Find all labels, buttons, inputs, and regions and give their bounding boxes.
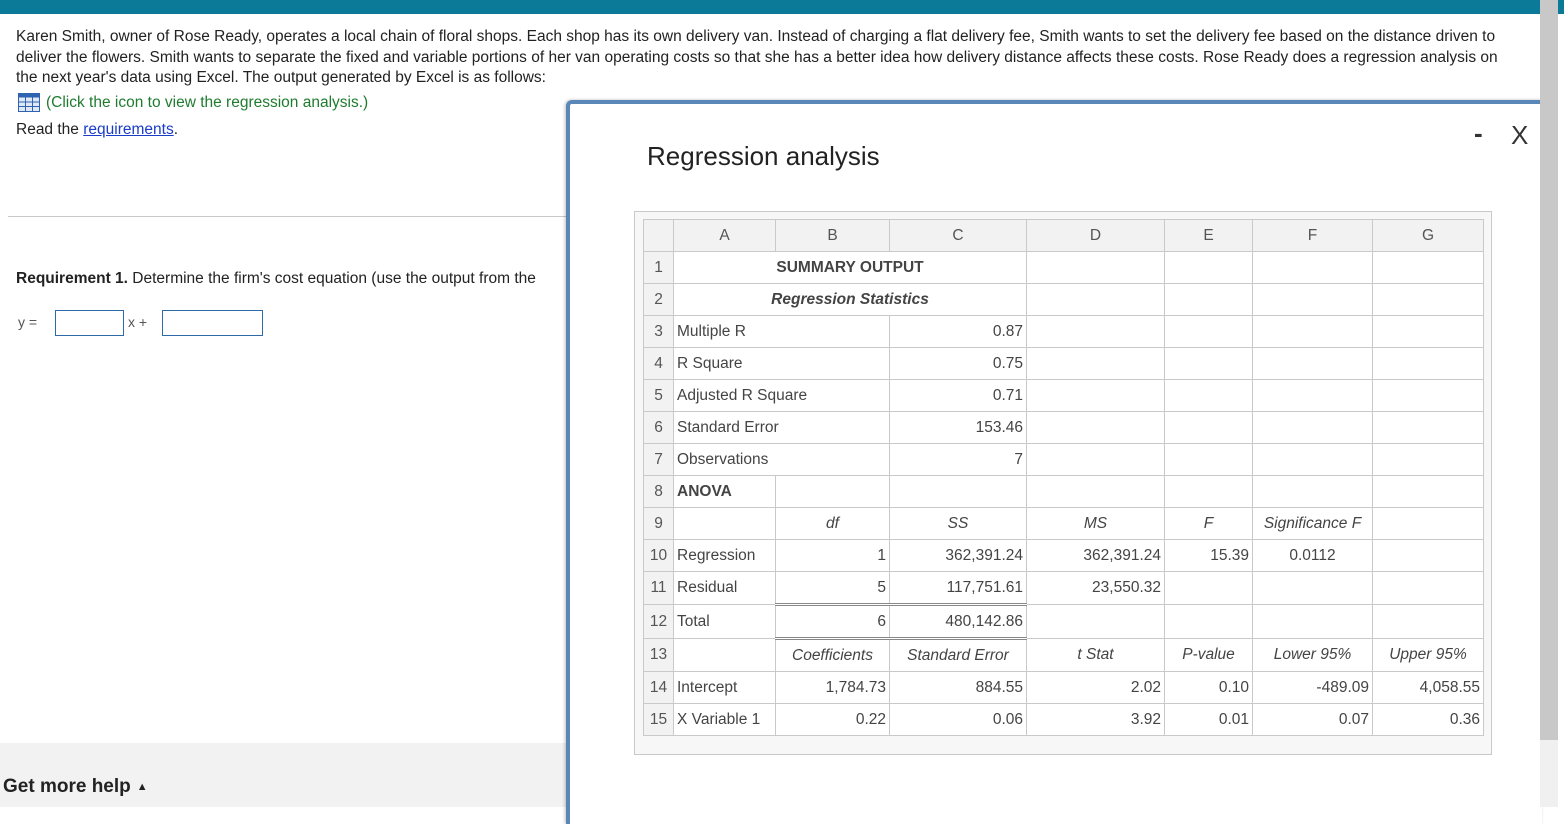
row-number: 14 — [644, 672, 674, 704]
ms-value: 23,550.32 — [1027, 572, 1165, 605]
row-number: 2 — [644, 284, 674, 316]
se-value: 884.55 — [890, 672, 1027, 704]
ss-value: 117,751.61 — [890, 572, 1027, 605]
table-icon[interactable] — [18, 93, 40, 112]
col-header-f: F — [1253, 220, 1373, 252]
pvalue-value: 0.10 — [1165, 672, 1253, 704]
close-button[interactable]: X — [1511, 120, 1529, 150]
row-number: 1 — [644, 252, 674, 284]
anova-header-f: F — [1165, 508, 1253, 540]
modal-title: Regression analysis — [647, 141, 880, 171]
upper95-value: 0.36 — [1373, 704, 1484, 736]
requirement-1 — [16, 270, 536, 288]
table-row — [644, 508, 1484, 540]
stat-value: 153.46 — [890, 412, 1027, 444]
row-number: 9 — [644, 508, 674, 540]
pvalue-value: 0.01 — [1165, 704, 1253, 736]
upper95-value: 4,058.55 — [1373, 672, 1484, 704]
regression-table — [643, 219, 1484, 736]
lower95-value: -489.09 — [1253, 672, 1373, 704]
se-value: 0.06 — [890, 704, 1027, 736]
table-row — [644, 316, 1484, 348]
ms-value: 362,391.24 — [1027, 540, 1165, 572]
coef-header: Coefficients — [776, 639, 890, 672]
col-header-b: B — [776, 220, 890, 252]
row-number: 4 — [644, 348, 674, 380]
equation-y-label: y = — [18, 314, 38, 330]
col-header-a: A — [674, 220, 776, 252]
table-row — [644, 540, 1484, 572]
col-header-c: C — [890, 220, 1027, 252]
scrollbar-thumb[interactable] — [1540, 0, 1558, 740]
f-value: 15.39 — [1165, 540, 1253, 572]
anova-header-ms: MS — [1027, 508, 1165, 540]
summary-output-cell: SUMMARY OUTPUT — [674, 252, 1027, 284]
problem-statement: Karen Smith, owner of Rose Ready, operates a local chain of floral shops. Each shop has its own delivery van. Instead of charging a flat delivery fee, Smith wants to set the delivery fee based on the distance driven to deliver the flowers. Smith wants to separate the fixed and variable portions of her van operating costs so that she has a better idea how delivery distance affects these costs. Rose Ready does a regression analysis on the next year's data using Excel. The output generated by Excel is as follows: — [16, 28, 1498, 86]
table-row — [644, 252, 1484, 284]
table-row — [644, 572, 1484, 605]
pvalue-header: P-value — [1165, 639, 1253, 672]
stat-value: 7 — [890, 444, 1027, 476]
row-label: Residual — [674, 572, 776, 605]
regression-statistics-cell: Regression Statistics — [674, 284, 1027, 316]
row-number: 5 — [644, 380, 674, 412]
tstat-value: 3.92 — [1027, 704, 1165, 736]
df-value: 1 — [776, 540, 890, 572]
row-label: Total — [674, 605, 776, 639]
table-row — [644, 672, 1484, 704]
table-row — [644, 412, 1484, 444]
row-number: 7 — [644, 444, 674, 476]
corner-cell — [644, 220, 674, 252]
top-banner — [0, 0, 1564, 14]
row-label: Observations — [674, 444, 890, 476]
anova-label: ANOVA — [674, 476, 776, 508]
stat-value: 0.87 — [890, 316, 1027, 348]
equation-x-label: x + — [128, 314, 148, 330]
df-value: 6 — [776, 605, 890, 639]
row-number: 11 — [644, 572, 674, 605]
stat-value: 0.71 — [890, 380, 1027, 412]
scrollbar-track[interactable] — [1540, 740, 1558, 807]
sigf-value: 0.0112 — [1253, 540, 1373, 572]
requirement-1-text: Determine the firm's cost equation (use the output from the — [127, 270, 536, 287]
ss-value: 362,391.24 — [890, 540, 1027, 572]
slope-input[interactable] — [55, 310, 124, 336]
df-value: 5 — [776, 572, 890, 605]
view-regression-link[interactable] — [18, 93, 368, 112]
caret-up-icon: ▲ — [136, 781, 148, 793]
read-requirements-line — [16, 121, 178, 139]
get-more-help-button[interactable] — [3, 776, 148, 798]
row-number: 15 — [644, 704, 674, 736]
anova-header-df: df — [776, 508, 890, 540]
table-row — [644, 605, 1484, 639]
row-number: 6 — [644, 412, 674, 444]
row-label: Multiple R — [674, 316, 890, 348]
lower95-header: Lower 95% — [1253, 639, 1373, 672]
se-header: Standard Error — [890, 639, 1027, 672]
row-label: Adjusted R Square — [674, 380, 890, 412]
requirement-1-label: Requirement 1. — [16, 270, 128, 287]
anova-header-sigf: Significance F — [1253, 508, 1373, 540]
column-header-row — [644, 220, 1484, 252]
table-row — [644, 639, 1484, 672]
row-label: X Variable 1 — [674, 704, 776, 736]
row-label: Regression — [674, 540, 776, 572]
row-label: Intercept — [674, 672, 776, 704]
requirements-link[interactable]: requirements — [83, 121, 174, 138]
stat-value: 0.75 — [890, 348, 1027, 380]
get-more-help-label: Get more help — [3, 776, 131, 797]
read-prefix: Read the — [16, 121, 79, 138]
table-row — [644, 444, 1484, 476]
table-row — [644, 284, 1484, 316]
ss-value: 480,142.86 — [890, 605, 1027, 639]
table-row — [644, 348, 1484, 380]
col-header-d: D — [1027, 220, 1165, 252]
minimize-button[interactable]: - — [1474, 118, 1483, 148]
divider — [8, 216, 568, 217]
tstat-header: t Stat — [1027, 639, 1165, 672]
col-header-e: E — [1165, 220, 1253, 252]
intercept-input[interactable] — [162, 310, 263, 336]
row-label: R Square — [674, 348, 890, 380]
row-label: Standard Error — [674, 412, 890, 444]
row-number: 13 — [644, 639, 674, 672]
table-row — [644, 704, 1484, 736]
lower95-value: 0.07 — [1253, 704, 1373, 736]
coef-value: 1,784.73 — [776, 672, 890, 704]
row-number: 8 — [644, 476, 674, 508]
row-number: 3 — [644, 316, 674, 348]
table-row — [644, 380, 1484, 412]
coef-value: 0.22 — [776, 704, 890, 736]
row-number: 12 — [644, 605, 674, 639]
anova-header-ss: SS — [890, 508, 1027, 540]
read-suffix: . — [173, 121, 179, 138]
table-row — [644, 476, 1484, 508]
row-number: 10 — [644, 540, 674, 572]
tstat-value: 2.02 — [1027, 672, 1165, 704]
col-header-g: G — [1373, 220, 1484, 252]
view-regression-text[interactable]: (Click the icon to view the regression analysis.) — [46, 93, 369, 111]
upper95-header: Upper 95% — [1373, 639, 1484, 672]
